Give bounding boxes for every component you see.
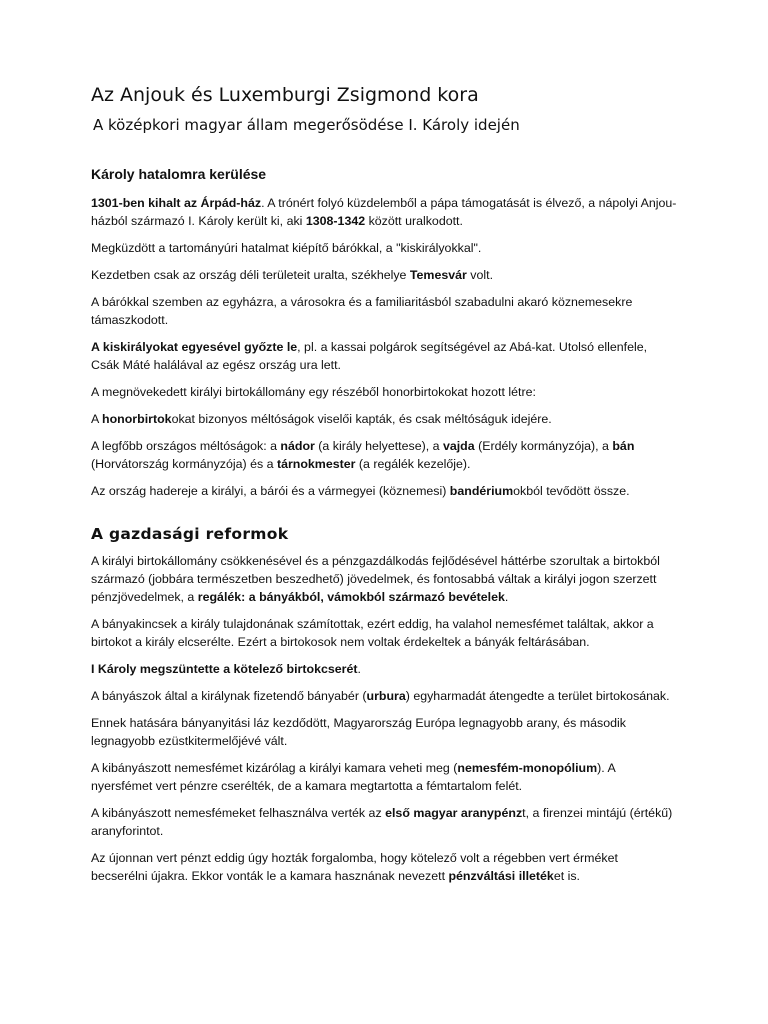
paragraph <box>91 552 677 606</box>
bold-text: tárnokmester <box>276 457 356 471</box>
page-title: Az Anjouk és Luxemburgi Zsigmond kora <box>91 84 479 106</box>
paragraph <box>91 410 677 428</box>
paragraph <box>91 194 677 230</box>
paragraph <box>91 849 677 885</box>
text: okból tevődött össze. <box>513 484 630 498</box>
text: , pl. a kassai polgárok segítségével az Abá-kat. Utolsó ellenfele, Csák Máté halálával az egész ország ura lett. <box>91 340 648 372</box>
paragraph <box>91 687 677 705</box>
paragraph: A megnövekedett királyi birtokállomány egy részéből honorbirtokokat hozott létre: <box>91 385 536 399</box>
bold-text: pénzváltási illeték <box>448 869 554 883</box>
text: (Erdély kormányzója), a <box>474 439 613 453</box>
text: et is. <box>553 869 580 883</box>
section-heading-gazdasagi: A gazdasági reformok <box>91 525 289 543</box>
text: (a király helyettese), a <box>314 439 443 453</box>
bold-text: A kiskirályokat egyesével győzte le <box>91 340 298 354</box>
page-subtitle: A középkori magyar állam megerősödése I. Károly idején <box>93 116 520 134</box>
paragraph: A bárókkal szemben az egyházra, a városokra és a familiaritásból szabadulni akaró köznemesekre támaszkodott. <box>91 295 633 327</box>
paragraph <box>91 266 677 284</box>
bold-text: vajda <box>442 439 475 453</box>
text: A legfőbb országos méltóságok: a <box>91 439 281 453</box>
text: . A trónért folyó küzdelemből a pápa támogatását is élvező, a nápolyi Anjou-házból származó I. Károly került ki, aki <box>91 196 677 228</box>
text: A királyi birtokállomány csökkenésével és a pénzgazdálkodás fejlődésével háttérbe szorultak a birtokból származó (jobbára természetben beszedhető) jövedelmek, és fontosabbá váltak a királyi jogon szerzett pénzjövedelmek, a <box>91 554 660 604</box>
bold-text: bán <box>612 439 635 453</box>
bold-text: nádor <box>280 439 315 453</box>
text: A bányászok által a királynak fizetendő bányabér ( <box>91 689 367 703</box>
bold-text: urbura <box>366 689 406 703</box>
text: ) egyharmadát átengedte a terület birtokosának. <box>405 689 670 703</box>
paragraph: A bányakincsek a király tulajdonának számítottak, ezért eddig, ha valahol nemesfémet találtak, akkor a birtokot a király elcserélte. Ezért a birtokosok nem voltak érdekeltek a bányák feltárásában. <box>91 617 654 649</box>
paragraph <box>91 804 677 840</box>
bold-text: Temesvár <box>409 268 467 282</box>
paragraph <box>91 338 677 374</box>
text: Kezdetben csak az ország déli területeit uralta, székhelye <box>91 268 410 282</box>
text: (Horvátország kormányzója) és a <box>91 457 277 471</box>
text: A kibányászott nemesfémet kizárólag a királyi kamara veheti meg ( <box>91 761 458 775</box>
text: Az újonnan vert pénzt eddig úgy hozták forgalomba, hogy kötelező volt a régebben vert érméket becserélni újakra. Ekkor vonták le a kamara hasznának nevezett <box>91 851 618 883</box>
bold-text: regálék: a bányákból, vámokból származó bevételek <box>197 590 505 604</box>
text: (a regálék kezelője). <box>355 457 471 471</box>
text: Az ország hadereje a királyi, a bárói és a vármegyei (köznemesi) <box>91 484 450 498</box>
bold-text: 1308-1342 <box>305 214 366 228</box>
bold-text: első magyar aranypénz <box>385 806 523 820</box>
bold-text: I Károly megszüntette a kötelező birtokcserét <box>91 662 358 676</box>
bold-text: nemesfém-monopólium <box>457 761 598 775</box>
bold-text: bandérium <box>449 484 514 498</box>
bold-text: 1301-ben kihalt az Árpád-ház <box>91 196 262 210</box>
paragraph <box>91 482 677 500</box>
text: A <box>91 412 103 426</box>
text: A kibányászott nemesfémeket felhasználva verték az <box>91 806 386 820</box>
paragraph <box>91 759 677 795</box>
bold-text: honorbirtok <box>102 412 172 426</box>
text: . <box>504 590 509 604</box>
text: . <box>357 662 361 676</box>
text: okat bizonyos méltóságok viselői kapták, és csak méltóságuk idejére. <box>171 412 552 426</box>
text: között uralkodott. <box>365 214 463 228</box>
text: ). A nyersfémet vert pénzre cserélték, de a kamara megtartotta a fémtartalom felét. <box>91 761 616 793</box>
text: volt. <box>466 268 494 282</box>
paragraph <box>91 660 677 678</box>
text: t, a firenzei mintájú (értékű) aranyforintot. <box>91 806 673 838</box>
paragraph: Megküzdött a tartományúri hatalmat kiépítő bárókkal, a "kiskirályokkal". <box>91 241 482 255</box>
section-heading-karoly: Károly hatalomra kerülése <box>91 166 267 182</box>
paragraph <box>91 437 677 473</box>
paragraph: Ennek hatására bányanyitási láz kezdődött, Magyarország Európa legnagyobb arany, és második legnagyobb ezüstkitermelőjévé vált. <box>91 716 626 748</box>
